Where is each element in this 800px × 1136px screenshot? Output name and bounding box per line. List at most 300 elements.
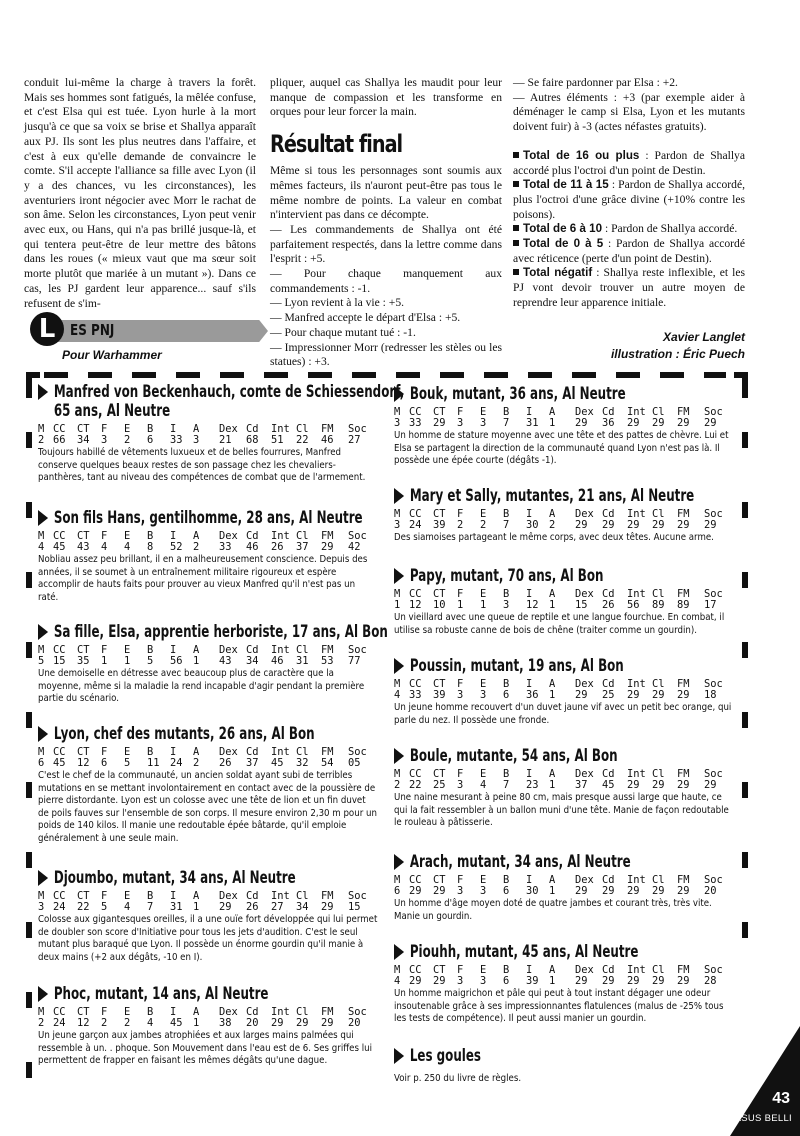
stat-value: 29 [602,519,615,531]
stat-value: 29 [321,1017,334,1029]
stat-header: Dex [575,588,594,600]
stat-header: FM [677,588,690,600]
npc-description: C'est le chef de la communauté, un ancien soldat ayant subi de terribles mutations en se mettant involontairement en contact avec de la poussière de pierre distordante. Lyon est un colosse avec une tête de lion et un fin duvet de poils fauves sur l'ensemble de son corps. Il mesure environ 2,30 m pour un poids de 140 kilos. Il manie une redoutable épée bâtarde, qu'il emploie généralement à une seule main. [38,770,377,844]
list-item: — Autres éléments : +3 (par exemple aider à déménager le camp si Elsa, Lyon et les mutants doivent fuir) à -3 (actes néfastes gratuits). [513,90,745,134]
frame-side-mark [26,852,32,868]
stat-value: 22 [77,901,90,913]
stat-value: 24 [170,757,183,769]
stat-header: F [101,1006,108,1018]
stat-table [38,1007,378,1029]
stat-value: 43 [219,655,232,667]
stat-value: 3 [457,689,464,701]
frame-side-mark [26,922,32,938]
stat-value: 5 [124,757,131,769]
triangle-bullet-icon [38,986,48,1002]
stat-header: E [480,678,487,690]
stat-header: Soc [704,588,723,600]
stat-value: 5 [101,901,108,913]
stat-value: 30 [526,519,539,531]
npc-entry [394,1046,734,1086]
paragraph: Même si tous les personnages sont soumis aux mêmes facteurs, ils n'auront peut-être pas tous le même nombre de points. La valeur en combat n'intervient pas dans ce décompte. [270,164,502,222]
stat-value: 29 [575,417,588,429]
stat-value: 4 [124,901,131,913]
stat-header: Int [271,530,290,542]
frame-side-mark [742,572,748,588]
stat-value: 29 [652,519,665,531]
stat-header: A [549,406,556,418]
stat-header: B [503,964,510,976]
stat-header: B [503,874,510,886]
stat-value: 1 [480,599,487,611]
stat-value: 7 [503,519,510,531]
stat-header: A [193,530,200,542]
stat-header: M [394,588,401,600]
stat-header: B [503,508,510,520]
stat-header: A [193,644,200,656]
stat-value: 4 [480,779,487,791]
stat-header: Cd [246,1006,259,1018]
stat-value: 1 [193,1017,200,1029]
stat-table [38,531,378,553]
stat-header: Cd [602,964,615,976]
list-item: — Manfred accepte le départ d'Elsa : +5. [270,311,461,325]
stat-value: 26 [602,599,615,611]
stat-value: 3 [193,434,200,446]
npc-entry [38,984,378,1068]
stat-header: Dex [575,508,594,520]
npc-title: Poussin, mutant, 19 ans, Al Bon [394,656,639,675]
stat-header: Dex [219,644,238,656]
triangle-bullet-icon [38,384,48,400]
stat-value: 29 [271,1017,284,1029]
stat-value: 20 [704,885,717,897]
stat-header: Soc [348,423,367,435]
npc-title: Manfred von Beckenhauch, comte de Schiessendorf, 65 ans, Al Neutre [38,382,283,420]
stat-value: 29 [321,901,334,913]
stat-value-row [394,418,734,429]
square-bullet-icon [513,152,519,158]
stat-header: Dex [575,964,594,976]
stat-table [38,747,378,769]
stat-value: 27 [348,434,361,446]
stat-header: A [549,508,556,520]
stat-header: A [193,746,200,758]
stat-header: CT [433,874,446,886]
list-item: — Se faire pardonner par Elsa : +2. [513,76,678,89]
stat-header: CC [53,423,66,435]
stat-value: 45 [53,541,66,553]
npc-title: Son fils Hans, gentilhomme, 28 ans, Al Neutre [38,508,283,527]
stat-header: Cl [652,508,665,520]
stat-value: 52 [170,541,183,553]
stat-value: 1 [549,779,556,791]
stat-header: A [549,874,556,886]
stat-header: CC [53,530,66,542]
stat-header: E [480,406,487,418]
npc-title: Djoumbo, mutant, 34 ans, Al Neutre [38,868,283,887]
stat-header: Soc [348,746,367,758]
stat-header: Cd [246,423,259,435]
stat-value: 20 [348,1017,361,1029]
stat-header: A [193,423,200,435]
stat-value: 29 [627,885,640,897]
stat-header: Cl [296,890,309,902]
stat-header: M [394,678,401,690]
stat-value-row [394,520,734,531]
npc-description: Un homme maigrichon et pâle qui peut à tout instant dégager une odeur insoutenable grâce à ses impressionnantes flatulences (malus de -25% tous les tests de compétence). Il peut aussi manier un gourdin. [394,988,724,1025]
stat-value-row [38,1018,378,1029]
npc-entry [394,746,734,830]
list-item: — Pour chaque mutant tué : -1. [270,325,416,339]
stat-header: Cd [602,406,615,418]
stat-value: 12 [526,599,539,611]
stat-header: Cl [296,746,309,758]
stat-value: 29 [296,1017,309,1029]
triangle-bullet-icon [38,510,48,526]
npc-description: Voir p. 250 du livre de règles. [394,1073,522,1084]
stat-header: B [503,406,510,418]
stat-value: 46 [321,434,334,446]
stat-header: I [526,768,533,780]
stat-header: Int [271,746,290,758]
stat-header: F [101,530,108,542]
stat-header: Cd [246,530,259,542]
stat-value: 2 [124,434,131,446]
stat-header: FM [677,406,690,418]
magazine-name: CASUS BELLI [727,1113,792,1124]
stat-value: 1 [549,689,556,701]
npc-description: Un jeune homme recouvert d'un duvet jaune vif avec un petit bec orange, qui parle du nez. Il possède une fronde. [394,702,732,726]
stat-value: 3 [394,417,401,429]
stat-value: 29 [433,975,446,987]
stat-header: E [124,746,131,758]
stat-header: B [147,644,154,656]
stat-header: M [38,423,45,435]
stat-header: E [124,530,131,542]
stat-header: CC [53,1006,66,1018]
npc-entry [38,724,378,846]
stat-header: B [147,746,154,758]
square-bullet-icon [513,240,519,246]
stat-value-row [38,758,378,769]
triangle-bullet-icon [394,568,404,584]
stat-header: CT [77,746,90,758]
npc-description: Une naine mesurant à peine 80 cm, mais presque aussi large que haute, ce qui la fait ressembler à un ballon muni d'une tête. Manie de façon redoutable le rouleau à pâtisserie. [394,792,729,829]
frame-corner [742,372,748,398]
stat-value: 28 [704,975,717,987]
page-number: 43 [772,1090,790,1107]
stat-header: M [394,874,401,886]
stat-value: 4 [147,1017,154,1029]
stat-header: Soc [348,530,367,542]
stat-value: 2 [394,779,401,791]
npc-entry [394,384,734,468]
illustration-credit: illustration : Éric Puech [610,346,745,361]
stat-table [394,965,734,987]
stat-header: I [526,874,533,886]
stat-header: M [38,890,45,902]
stat-value: 8 [147,541,154,553]
author-credit: Xavier Langlet [662,329,745,344]
stat-value: 7 [503,779,510,791]
stat-table [394,509,734,531]
npc-title: Lyon, chef des mutants, 26 ans, Al Bon [38,724,283,743]
stat-header: Dex [219,530,238,542]
stat-header: F [101,644,108,656]
stat-value: 29 [627,975,640,987]
triangle-bullet-icon [394,1048,404,1064]
stat-header: M [394,768,401,780]
stat-value: 68 [246,434,259,446]
stat-value: 23 [526,779,539,791]
frame-side-mark [742,642,748,658]
stat-value: 29 [704,417,717,429]
stat-value: 35 [77,655,90,667]
stat-header: Soc [704,678,723,690]
stat-header: Cd [602,768,615,780]
stat-value: 33 [219,541,232,553]
stat-header: CT [433,678,446,690]
total-item: Total négatif : Shallya reste inflexible, et les PJ vont devoir trouver un autre moyen de reprendre leur apparence initiale. [513,266,745,309]
stat-value: 33 [170,434,183,446]
stat-header: FM [321,644,334,656]
stat-header: E [124,890,131,902]
stat-header: I [170,1006,177,1018]
npc-description: Colosse aux gigantesques oreilles, il a une ouïe fort développée qui lui permet de doubler son score d'Initiative pour tous les jets d'audition. C'est le seul mutant plus baraqué que Lyon. Il possède un énorme gourdin qu'il manie à deux mains (+2 aux dégâts, -10 en I). [38,914,378,963]
stat-value-row [394,600,734,611]
stat-header: I [170,530,177,542]
stat-value: 2 [480,519,487,531]
frame-side-mark [26,502,32,518]
stat-header: CT [433,964,446,976]
stat-header: M [394,508,401,520]
stat-header: Dex [575,678,594,690]
stat-header: Cd [602,588,615,600]
stat-value: 29 [677,975,690,987]
stat-header: F [457,508,464,520]
stat-value: 34 [246,655,259,667]
stat-header: I [170,644,177,656]
npc-entry [394,852,734,923]
stat-header: FM [677,964,690,976]
stat-header: Soc [704,406,723,418]
stat-header: CT [433,588,446,600]
stat-header: Cd [602,874,615,886]
stat-value: 37 [575,779,588,791]
stat-value: 6 [394,885,401,897]
stat-value: 24 [409,519,422,531]
stat-value: 6 [503,689,510,701]
stat-header: B [147,530,154,542]
triangle-bullet-icon [394,944,404,960]
stat-value: 17 [704,599,717,611]
stat-value: 34 [296,901,309,913]
npc-entry [394,566,734,637]
stat-header: F [101,890,108,902]
column-3 [513,76,745,363]
stat-header: M [38,530,45,542]
stat-header: F [101,746,108,758]
stat-value: 31 [296,655,309,667]
stat-value: 29 [652,885,665,897]
stat-value: 34 [77,434,90,446]
stat-value: 12 [77,757,90,769]
stat-value: 31 [526,417,539,429]
frame-side-mark [26,1062,32,1078]
stat-value: 1 [549,885,556,897]
frame-side-mark [26,642,32,658]
total-item: Total de 11 à 15 : Pardon de Shallya accordé, plus l'octroi d'une grâce divine (+10% contre les poisons). [513,178,745,221]
stat-header: E [480,588,487,600]
stat-header: FM [321,530,334,542]
stat-value: 56 [627,599,640,611]
stat-header: F [457,588,464,600]
stat-value: 18 [704,689,717,701]
stat-value: 24 [53,901,66,913]
stat-value: 1 [394,599,401,611]
stat-header: Dex [219,746,238,758]
stat-value: 4 [38,541,45,553]
stat-header: B [503,678,510,690]
npc-title: Mary et Sally, mutantes, 21 ans, Al Neutre [394,486,639,505]
stat-value: 33 [409,689,422,701]
stat-header: Cl [652,964,665,976]
stat-value-row [394,886,734,897]
stat-value: 3 [394,519,401,531]
triangle-bullet-icon [394,386,404,402]
triangle-bullet-icon [394,854,404,870]
stat-header: A [193,890,200,902]
stat-header: E [124,644,131,656]
stat-value: 39 [433,519,446,531]
frame-side-mark [742,712,748,728]
stat-value: 3 [503,599,510,611]
npc-title: Arach, mutant, 34 ans, Al Neutre [394,852,639,871]
stat-value: 12 [77,1017,90,1029]
npc-description: Un homme d'âge moyen doté de quatre jambes et courant très, très vite. Manie un gourdin. [394,898,712,922]
stat-value: 3 [480,689,487,701]
stat-value: 36 [602,417,615,429]
stat-header: Cl [296,644,309,656]
stat-header: CC [409,678,422,690]
column-2 [270,76,502,370]
stat-header: CC [409,508,422,520]
stat-header: Soc [704,874,723,886]
frame-corner [26,372,32,398]
stat-value: 39 [526,975,539,987]
list-item: — Les commandements de Shallya ont été parfaitement respectés, dans la lettre comme dans l'esprit : +5. [270,222,502,266]
stat-value-row [38,902,378,913]
section-heading: Résultat final [270,130,403,159]
stat-value: 29 [219,901,232,913]
stat-header: CC [409,406,422,418]
stat-value: 27 [271,901,284,913]
stat-header: F [457,406,464,418]
stat-value: 4 [101,541,108,553]
stat-value: 29 [704,519,717,531]
triangle-bullet-icon [394,488,404,504]
stat-header: B [503,768,510,780]
stat-value-row [394,690,734,701]
stat-value-row [394,976,734,987]
npc-entry [38,868,378,964]
stat-header: Int [627,508,646,520]
stat-value: 36 [526,689,539,701]
stat-value: 37 [246,757,259,769]
stat-value: 29 [627,779,640,791]
triangle-bullet-icon [394,748,404,764]
square-bullet-icon [513,269,519,275]
list-item: — Pour chaque manquement aux commandements : -1. [270,267,502,295]
stat-value: 1 [549,975,556,987]
stat-header: Soc [348,644,367,656]
stat-header: I [170,746,177,758]
stat-value: 45 [170,1017,183,1029]
npc-description: Des siamoises partageant le même corps, avec deux têtes. Aucune arme. [394,532,714,543]
paragraph: conduit lui-même la charge à travers la forêt. Mais ses hommes sont fatigués, la mêlée confuse, et c'est Elsa qui est tuée. Lyon hurle à la mort jusqu'à ce que sa voix se brise et Shallya apparaît aux PJ. Ils sont les plus neutres dans l'affaire, et c'est à eux qu'elle demande de convaincre le comte. S'il accepte l'alliance sa fille avec Lyon (il y a des chances, vu les circonstances), les aventuriers iront négocier avec Morr le rachat de son âme. Selon les circonstances, Lyon peut venir avec eux, ou Hans, qui n'a pas brillé jusque-là, et qui tentera peut-être de leur mettre des bâtons dans les roues (« mieux vaut que ma sœur soit morte plutôt que mariée à un mutant »). Dans ce cas, les PJ gardent leur apparence... sauf s'ils refusent de s'im- [24,76,256,310]
stat-value: 4 [124,541,131,553]
stat-value: 26 [246,901,259,913]
stat-header: Cl [652,874,665,886]
stat-value: 89 [652,599,665,611]
banner-title: ES PNJ [70,321,115,339]
stat-value: 05 [348,757,361,769]
stat-header: B [503,588,510,600]
stat-table [394,407,734,429]
stat-header: F [101,423,108,435]
stat-header: B [147,1006,154,1018]
stat-value: 6 [147,434,154,446]
npc-entry [394,942,734,1026]
stat-header: A [549,588,556,600]
npc-title: Bouk, mutant, 36 ans, Al Neutre [394,384,639,403]
stat-value: 2 [193,757,200,769]
drop-letter: L [30,312,64,346]
stat-value: 3 [457,885,464,897]
stat-header: FM [321,890,334,902]
stat-value: 2 [38,1017,45,1029]
stat-value: 38 [219,1017,232,1029]
stat-value: 29 [321,541,334,553]
stat-header: Cl [296,1006,309,1018]
stat-header: I [526,678,533,690]
stat-header: Cd [602,678,615,690]
stat-header: A [549,964,556,976]
stat-header: Cl [652,768,665,780]
stat-value: 29 [677,417,690,429]
stat-table [394,875,734,897]
stat-value: 3 [480,417,487,429]
stat-value: 29 [677,779,690,791]
stat-value: 6 [503,975,510,987]
stat-header: E [480,768,487,780]
stat-value: 29 [575,975,588,987]
stat-header: E [124,1006,131,1018]
stat-value: 46 [271,655,284,667]
stat-value: 3 [480,975,487,987]
stat-header: I [170,423,177,435]
stat-value: 29 [677,519,690,531]
stat-header: CT [77,890,90,902]
stat-header: Int [627,964,646,976]
list-item: — Lyon revient à la vie : +5. [270,296,405,310]
stat-header: Int [627,588,646,600]
frame-side-mark [742,782,748,798]
total-item: Total de 0 à 5 : Pardon de Shallya accordé avec réticence (perte d'un point de Destin). [513,237,745,265]
stat-value: 1 [549,599,556,611]
npc-title: Phoc, mutant, 14 ans, Al Neutre [38,984,283,1003]
stat-value: 5 [38,655,45,667]
